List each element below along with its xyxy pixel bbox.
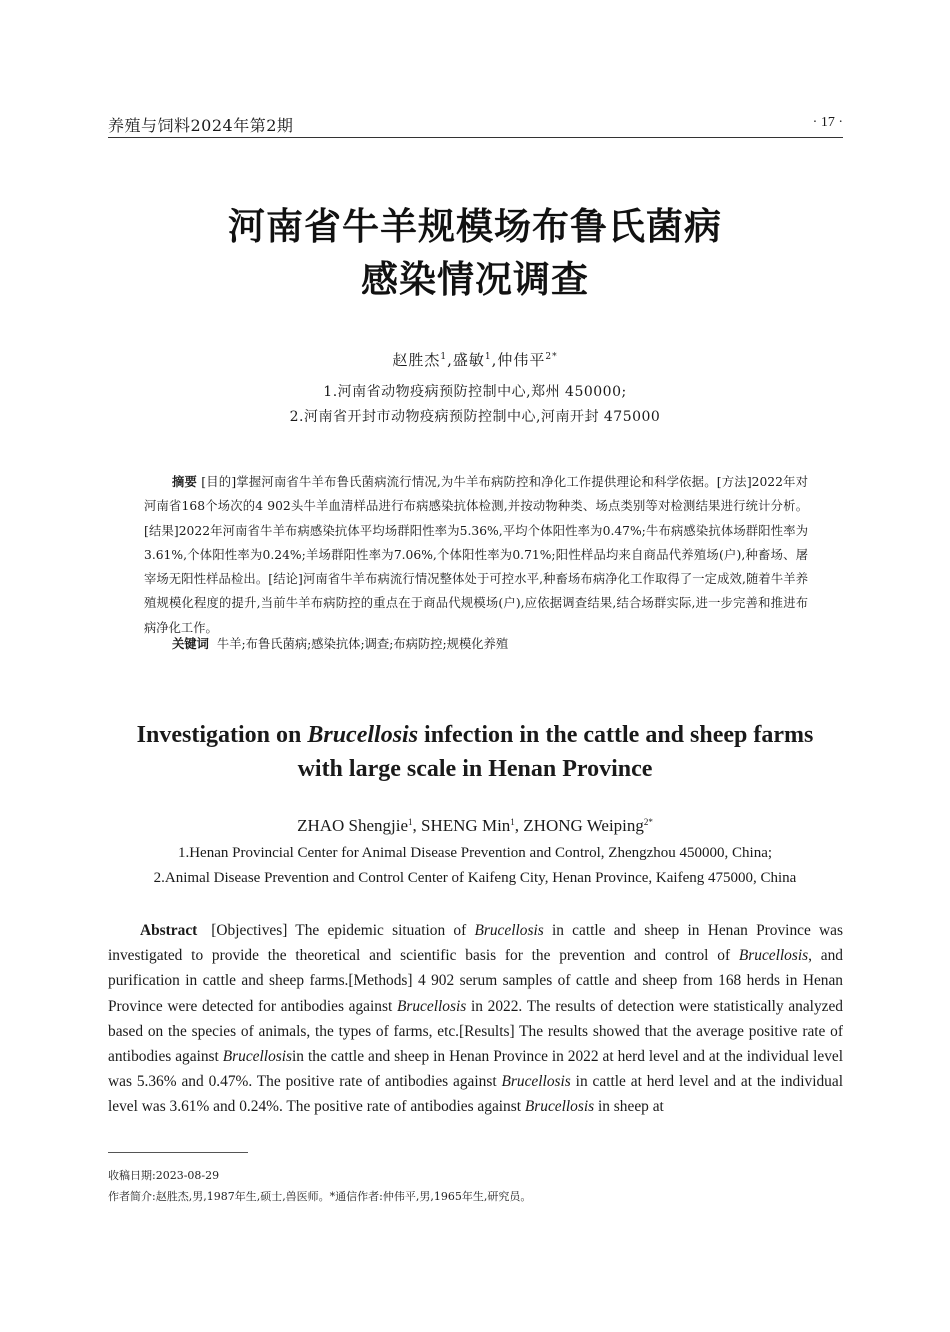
abstract-en-italic-term: Brucellosis <box>738 947 809 965</box>
title-en-italic: Brucellosis <box>307 722 419 748</box>
author-cn-name: 盛敏 <box>452 351 485 369</box>
running-header <box>108 111 843 138</box>
abstract-en-segment: in the cattle and sheep in Henan Province in 2022 at herd level and at the individual level was 5.36% and 0.47%. The positive rate of antibodies against <box>108 1048 843 1091</box>
author-en-sup: 2* <box>643 817 653 827</box>
abstract-en-italic-term: Brucellosis <box>524 1098 595 1116</box>
title-cn-line2: 感染情况调查 <box>361 258 589 301</box>
author-en-sup: 1 <box>408 817 413 827</box>
authors-en: ZHAO Shengjie$^1$, SHENG Min$^1$, ZHONG Weiping$^{2*}$ <box>297 816 653 835</box>
author-en-name: ZHAO Shengjie <box>297 816 409 835</box>
footnote-divider <box>108 1152 248 1153</box>
abstract-en-italic-term: Brucellosis <box>396 997 467 1015</box>
abstract-en-label: Abstract <box>140 922 198 939</box>
authors-cn: 赵胜杰$^1$,盛敏$^1$,仲伟平$^{2*}$ <box>392 351 558 369</box>
author-cn-name: 仲伟平 <box>497 351 546 369</box>
title-en-part: infection in the cattle and sheep farms <box>418 722 814 748</box>
journal-name: 养殖与饲料2024年第2期 <box>108 116 294 135</box>
page-number: · 17 · <box>812 115 843 130</box>
abstract-en-segment: in cattle and sheep in Henan Province was investigated to provide the theoretical and scientific basis for the prevention and control of <box>108 922 843 965</box>
abstract-en-segment: , and purification in cattle and sheep farms.[Methods] 4 902 serum samples of cattle and sheep from 168 herds in Henan Province were detected for antibodies against <box>108 947 844 1015</box>
abstract-en-italic-term: Brucellosis <box>501 1073 571 1091</box>
title-en-line2: with large scale in Henan Province <box>297 756 653 782</box>
abstract-cn-label: 摘要 <box>172 475 198 489</box>
keywords-cn-text: 牛羊;布鲁氏菌病;感染抗体;调查;布病防控;规模化养殖 <box>216 637 509 651</box>
author-cn-sup: 2* <box>545 352 558 362</box>
affiliation-en-2: 2.Animal Disease Prevention and Control Center of Kaifeng City, Henan Province, Kaifeng 475000, China <box>153 870 797 886</box>
abstract-en-text <box>108 922 843 1115</box>
affiliation-cn-1: 1.河南省动物疫病预防控制中心,郑州 450000; <box>323 384 627 400</box>
author-en-name: ZHONG Weiping <box>523 816 644 835</box>
abstract-en-segment: in sheep at <box>594 1098 664 1116</box>
footnote-received-date: 收稿日期:2023-08-29 <box>108 1169 220 1182</box>
affiliation-cn-2: 2.河南省开封市动物疫病预防控制中心,河南开封 475000 <box>289 409 661 425</box>
author-cn-name: 赵胜杰 <box>392 351 441 369</box>
keywords-cn <box>172 634 812 652</box>
abstract-cn-text: [目的]掌握河南省牛羊布鲁氏菌病流行情况,为牛羊布病防控和净化工作提供理论和科学依据。[方法]2022年对河南省168个场次的4 902头牛羊血清样品进行布病感染抗体检测,并按动物种类、场点类别等对检测结果进行统计分析。[结果]2022年河南省牛羊布病感染抗体平均场群阳性率为5.36%,平均个体阳性率为0.47%;牛布病感染抗体场群阳性率为3.61%,个体阳性率为0.24%;羊场群阳性率为7.06%,个体阳性率为0.71%;阳性样品均来自商品代养殖场(户),种畜场、屠宰场无阳性样品检出。[结论]河南省牛羊布病流行情况整体处于可控水平,种畜场布病净化工作取得了一定成效,随着牛羊养殖规模化程度的提升,当前牛羊布病防控的重点在于商品代规模场(户),应依据调查结果,结合场群实际,进一步完善和推进布病净化工作。 <box>144 475 808 635</box>
title-cn-line1: 河南省牛羊规模场布鲁氏菌病 <box>228 205 722 248</box>
author-cn-sup: 1 <box>484 352 492 362</box>
author-cn-sup: 1 <box>440 352 448 362</box>
author-en-name: SHENG Min <box>421 816 511 835</box>
abstract-en-segment: in 2022. The results of detection were statistically analyzed based on the species of animals, the types of farms, etc.[Results] The results showed that the average positive rate of antibodies against <box>108 997 844 1066</box>
affiliation-en-1: 1.Henan Provincial Center for Animal Disease Prevention and Control, Zhengzhou 450000, China; <box>177 845 773 861</box>
footnote-author-bio: 作者简介:赵胜杰,男,1987年生,硕士,兽医师。*通信作者:仲伟平,男,1965年生,研究员。 <box>108 1190 532 1203</box>
title-en-part: Investigation on <box>136 722 308 748</box>
abstract-en <box>108 918 843 1120</box>
abstract-cn <box>144 470 808 640</box>
abstract-en-italic-term: Brucellosis <box>474 922 544 939</box>
abstract-en-italic-term: Brucellosis <box>222 1048 293 1066</box>
keywords-cn-label: 关键词 <box>172 637 209 651</box>
title-en-line1 <box>0 722 950 749</box>
abstract-en-segment: in cattle at herd level and at the individual level was 3.61% and 0.24%. The positive rate of antibodies against <box>108 1073 843 1116</box>
abstract-en-segment: [Objectives] The epidemic situation of <box>211 922 475 939</box>
author-en-sup: 1 <box>510 817 515 827</box>
